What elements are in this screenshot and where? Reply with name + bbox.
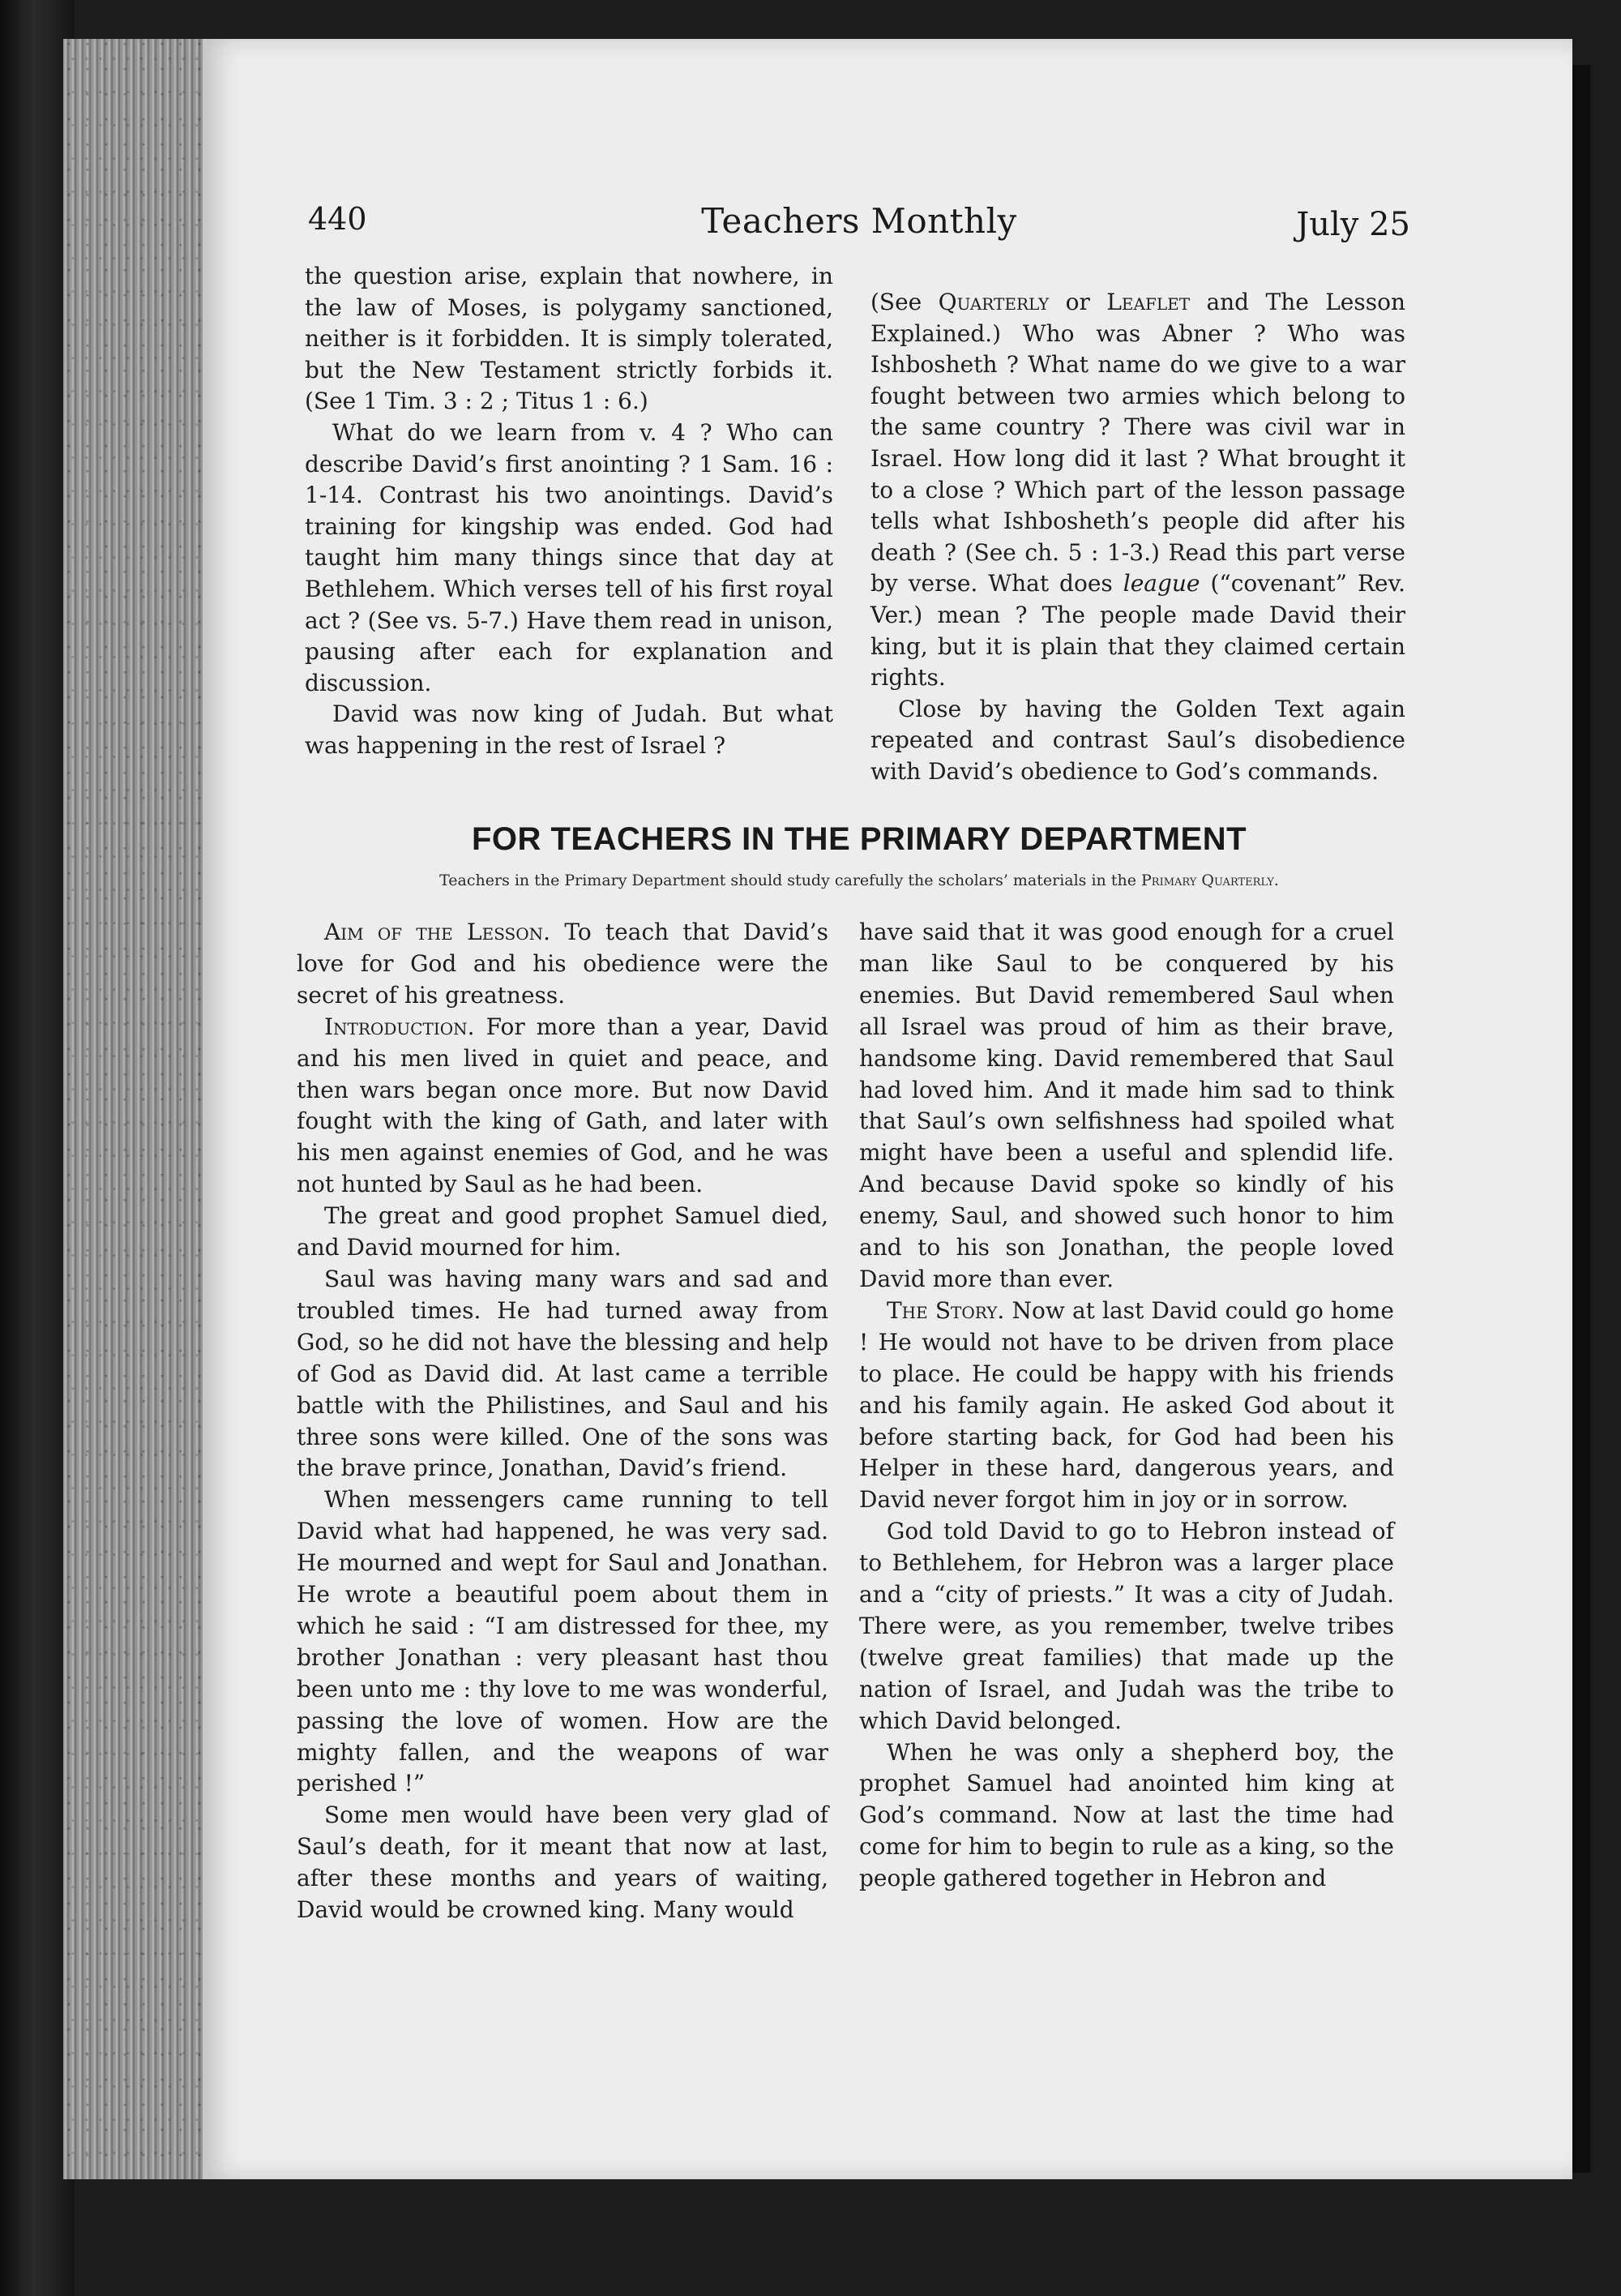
aim-label: Aim of the Lesson. bbox=[324, 919, 551, 945]
introduction-label: Introduction. bbox=[324, 1013, 475, 1040]
paragraph: God told David to go to Hebron instead of to Bethlehem, for Hebron was a larger place and a “city of priests.” It was a city of Judah. There were, as you remember, twelve tribes (twelve great families) that made up the nation of Israel, and Judah was the tribe to which David belonged. bbox=[859, 1518, 1394, 1734]
page-shadow bbox=[1572, 65, 1590, 2173]
story-label: The Story. bbox=[887, 1296, 1005, 1324]
story-paragraph: The Story. Now at last David could go home ! He would not have to be driven from place to place. He could be happy with his friends and his family again. He asked God about it before starting back, for God had been his Helper in these hard, dangerous years, and David never forgot him in joy or in sorrow. bbox=[859, 1296, 1394, 1514]
paragraph: Close by having the Golden Text again repeated and contrast Saul’s disobedience with David’s obedience to God’s commands. bbox=[870, 695, 1405, 785]
page-number: 440 bbox=[308, 201, 367, 237]
paragraph: David was now king of Judah. But what was happening in the rest of Israel ? bbox=[305, 700, 833, 759]
top-right-column bbox=[870, 287, 1405, 788]
paragraph: have said that it was good enough for a cruel man like Saul to be conquered by his enemies. But David remembered Saul when all Israel was proud of him as their brave, handsome king. David remembered that Saul had loved him. And it made him sad to think that Saul’s own selfishness had spoiled what might have been a useful and splendid life. And because David spoke so kindly of his enemy, Saul, and showed such honor to him and to his son Jonathan, the people loved David more than ever. bbox=[859, 919, 1394, 1292]
aim-paragraph: Aim of the Lesson. To teach that David’s love for God and his obedience were the secret of his greatness. bbox=[297, 919, 829, 1009]
primary-right-column bbox=[859, 917, 1394, 1895]
section-title: FOR TEACHERS IN THE PRIMARY DEPARTMENT bbox=[471, 821, 1247, 857]
issue-date: July 25 bbox=[1296, 206, 1410, 243]
top-left-column bbox=[305, 261, 833, 762]
paragraph: (See Quarterly or Leaflet and The Lesson Explained.) Who was Abner ? Who was Ishbosheth ? What name do we give to a war fought between two armies which belong to the same country ? There was civil war in Israel. How long did it last ? What brought it to a close ? Which part of the lesson passage tells what Ishbosheth’s people did after his death ? (See ch. 5 : 1-3.) Read this part verse by verse. What does league (“covenant” Rev. Ver.) mean ? The people made David their king, but it is plain that they claimed certain rights. bbox=[870, 289, 1406, 692]
section-note: Teachers in the Primary Department should study carefully the scholars’ materials in the Primary Quarterly. bbox=[439, 872, 1279, 889]
running-title: Teachers Monthly bbox=[701, 201, 1017, 241]
paragraph: The great and good prophet Samuel died, and David mourned for him. bbox=[297, 1202, 828, 1262]
paragraph: What do we learn from v. 4 ? Who can describe David’s first anointing ? 1 Sam. 16 : 1-14. Contrast his two anointings. David’s training for kingship was ended. God had taught him many things since that day at Bethlehem. Which verses tell of his first royal act ? (See vs. 5-7.) Have them read in unison, pausing after each for explanation and discussion. bbox=[305, 418, 833, 696]
paragraph: Some men would have been very glad of Saul’s death, for it meant that now at last, after these months and years of waiting, David would be crowned king. Many would bbox=[297, 1801, 828, 1924]
paragraph: Saul was having many wars and sad and troubled times. He had turned away from God, so he did not have the blessing and help of God as David did. At last came a terrible battle with the Philistines, and Saul and his three sons were killed. One of the sons was the brave prince, Jonathan, David’s friend. bbox=[297, 1265, 828, 1482]
paragraph: When he was only a shepherd boy, the prophet Samuel had anointed him king at God’s command. Now at last the time had come for him to begin to rule as a king, so the people gathered together in Hebron and bbox=[859, 1738, 1394, 1892]
page-edges bbox=[63, 39, 217, 2179]
paragraph: When messengers came running to tell David what had happened, he was very sad. He mourned and wept for Saul and Jonathan. He wrote a beautiful poem about them in which he said : “I am distressed for thee, my brother Jonathan : very pleasant hast thou been unto me : thy love to me was wonderful, passing the love of women. How are the mighty fallen, and the weapons of war perished !” bbox=[297, 1486, 828, 1797]
running-header bbox=[308, 201, 1410, 250]
primary-left-column bbox=[297, 917, 828, 1926]
paragraph: the question arise, explain that nowhere, in the law of Moses, is polygamy sanctioned, neither is it forbidden. It is simply tolerated, but the New Testament strictly forbids it. (See 1 Tim. 3 : 2 ; Titus 1 : 6.) bbox=[305, 263, 833, 415]
introduction-paragraph: Introduction. For more than a year, David and his men lived in quiet and peace, and then wars began once more. But now David fought with the king of Gath, and later with his men against enemies of God, and he was not hunted by Saul as he had been. bbox=[297, 1013, 828, 1198]
